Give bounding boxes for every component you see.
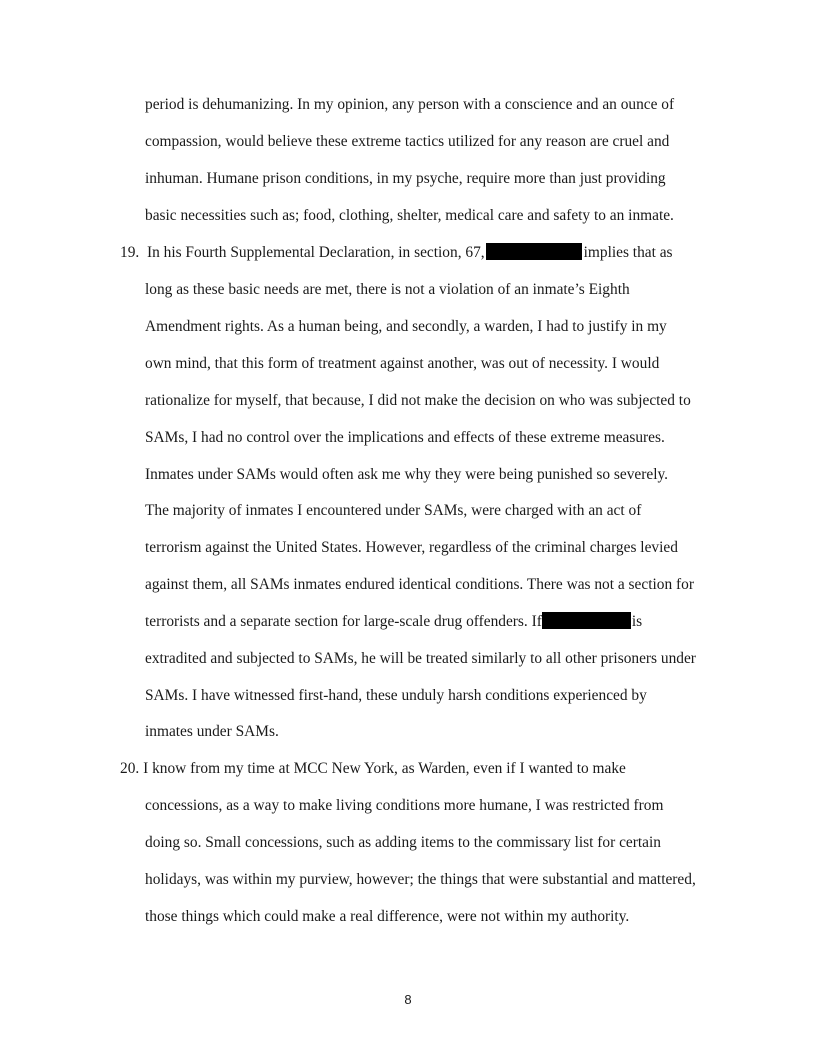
text-line: long as these basic needs are met, there is not a violation of an inmate’s Eighth [145, 281, 630, 298]
text-line: against them, all SAMs inmates endured identical conditions. There was not a section for [145, 576, 694, 593]
text-line-with-redaction [145, 612, 642, 632]
item-number: 20. [120, 760, 140, 777]
text-line: inhuman. Humane prison conditions, in my psyche, require more than just providing [145, 170, 666, 187]
text-segment: terrorists and a separate section for large-scale drug offenders. If [145, 613, 542, 630]
text-line: SAMs, I had no control over the implications and effects of these extreme measures. [145, 429, 665, 446]
redaction-block [486, 243, 582, 260]
text-line: extradited and subjected to SAMs, he will be treated similarly to all other prisoners under [145, 650, 696, 667]
numbered-paragraph-20 [120, 759, 626, 779]
text-segment: In his Fourth Supplemental Declaration, in section, 67, [146, 244, 485, 261]
text-segment: is [631, 613, 643, 630]
text-line: own mind, that this form of treatment against another, was out of necessity. I would [145, 355, 660, 372]
text-line: inmates under SAMs. [145, 723, 279, 740]
text-segment: implies that as [583, 244, 673, 261]
text-line: basic necessities such as; food, clothing, shelter, medical care and safety to an inmate. [145, 207, 674, 224]
text-line: compassion, would believe these extreme tactics utilized for any reason are cruel and [145, 133, 670, 150]
text-segment: I know from my time at MCC New York, as Warden, even if I wanted to make [143, 760, 626, 777]
numbered-paragraph-19 [120, 243, 673, 263]
text-line: holidays, was within my purview, however; the things that were substantial and mattered, [145, 871, 696, 888]
text-line: rationalize for myself, that because, I did not make the decision on who was subjected to [145, 392, 691, 409]
item-number: 19. [120, 244, 140, 261]
text-line: The majority of inmates I encountered under SAMs, were charged with an act of [145, 502, 642, 519]
text-line: concessions, as a way to make living conditions more humane, I was restricted from [145, 797, 664, 814]
text-line: SAMs. I have witnessed first-hand, these unduly harsh conditions experienced by [145, 687, 647, 704]
text-line: terrorism against the United States. However, regardless of the criminal charges levied [145, 539, 678, 556]
redaction-block [542, 612, 631, 629]
text-line: Amendment rights. As a human being, and secondly, a warden, I had to justify in my [145, 318, 667, 335]
page-number: 8 [404, 992, 412, 1007]
text-line: period is dehumanizing. In my opinion, any person with a conscience and an ounce of [145, 96, 675, 113]
text-line: Inmates under SAMs would often ask me why they were being punished so severely. [145, 466, 669, 483]
text-line: those things which could make a real difference, were not within my authority. [145, 908, 630, 925]
text-line: doing so. Small concessions, such as adding items to the commissary list for certain [145, 834, 661, 851]
